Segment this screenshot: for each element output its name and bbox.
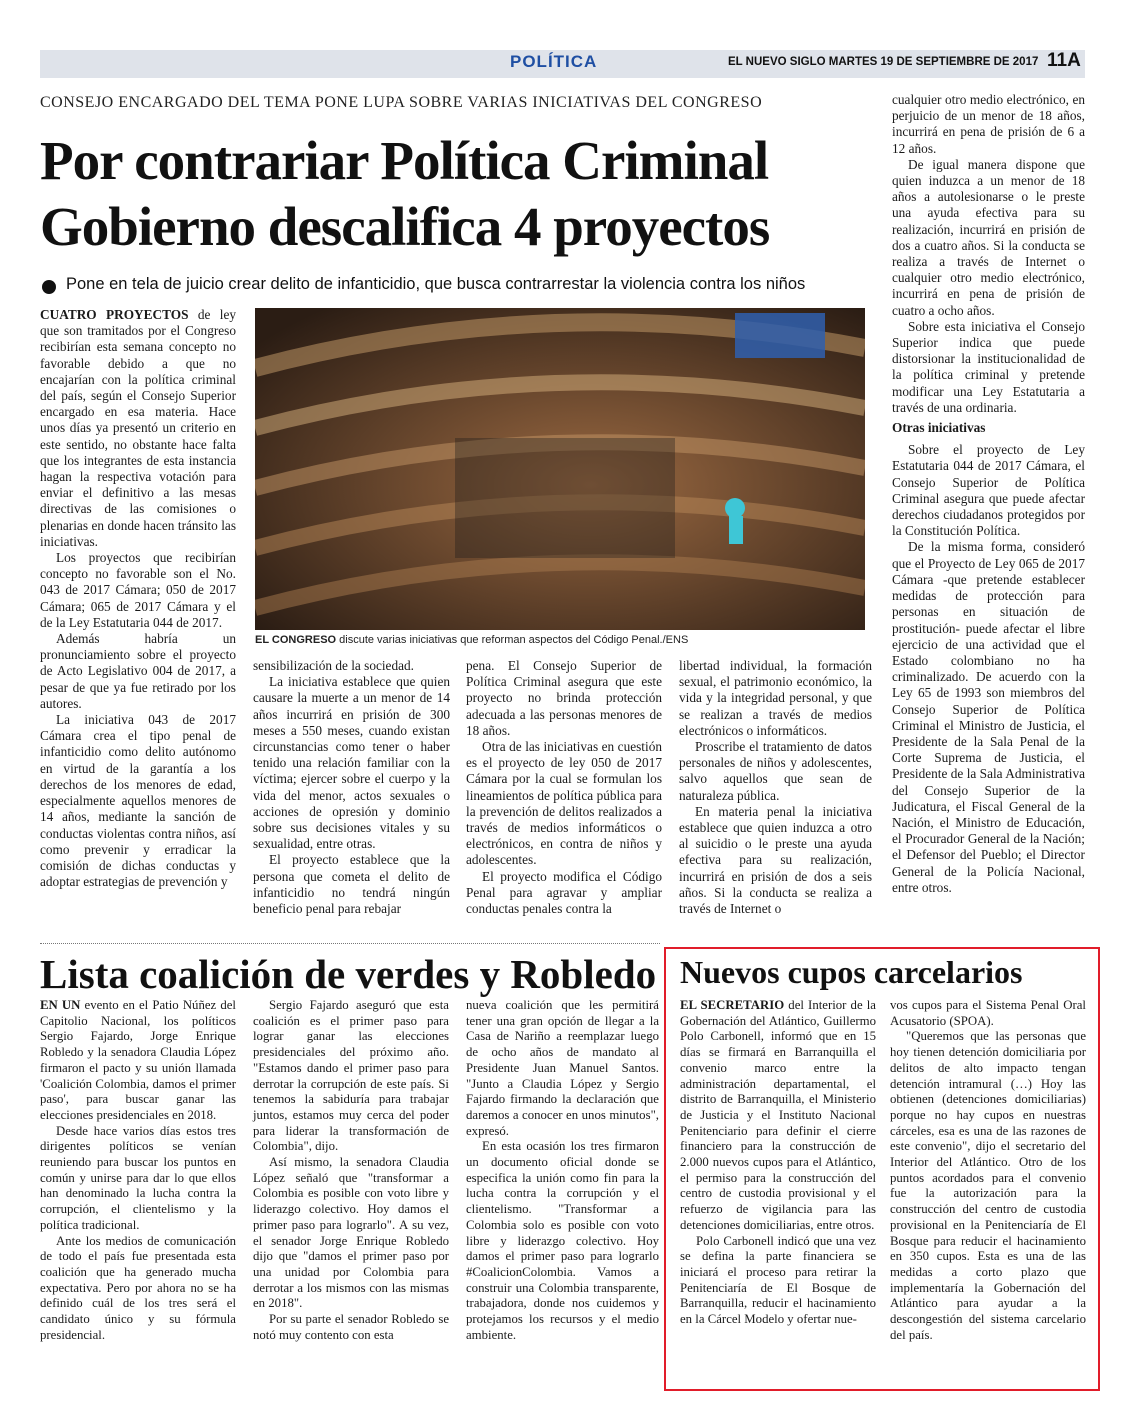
headline-line-1: Por contrariar Política Criminal [40,130,769,191]
paragraph: Sobre el proyecto de Ley Estatutaria 044 de 2017 Cámara, el Consejo Superior de Política Criminal asegura que puede afectar derechos ciudadanos protegidos por la Constitución Política. [892,442,1085,539]
paragraph: Ante los medios de comunicación de todo el país fue presentada esta coalición que ha generado mucha expectativa. Pero por ahora no se ha definido cuál de los tres será el candidato único y su fórmula presidencial. [40,1233,236,1342]
paragraph: libertad individual, la formación sexual, el patrimonio económico, la vida y la integridad personal, y que se realizan a través de medios electrónicos o informáticos. [679,658,872,738]
paragraph: Polo Carbonell indicó que una vez se defina la parte financiera se iniciará el proceso para retirar la Penitenciaría de El Bosque de Barranquilla, reducir el hacinamiento en la Cárcel Modelo y ofertar nue- [680,1233,876,1327]
lead-in: EL SECRETARIO [680,998,785,1012]
paragraph: El proyecto modifica el Código Penal para agravar y ampliar conductas penales contra la [466,868,662,917]
paragraph: Los proyectos que recibirían concepto no favorable son el No. 043 de 2017 Cámara; 050 de 2017 Cámara; 065 de 2017 Cámara y el de la Ley Estatutaria 044 de 2017. [40,550,236,630]
section-divider [40,943,660,944]
caption-lead: EL CONGRESO [255,634,337,646]
paragraph-text: evento en el Patio Núñez del Capitolio Nacional, los políticos Sergio Fajardo, Jorge Enrique Robledo y la senadora Claudia López firmaron el pacto y su unión llamada 'Coalición Colombia, damos el primer paso', para buscar ganar las elecciones presidenciales en 2018. [40,998,236,1122]
paragraph: Sobre esta iniciativa el Consejo Superior indica que puede distorsionar la institucionalidad de la política criminal y pretende modificar una Ley Estatutaria a través de una ordinaria. [892,318,1085,415]
caption-text: discute varias iniciativas que reforman aspectos del Código Penal./ENS [336,634,689,646]
paragraph: En esta ocasión los tres firmaron un documento oficial donde se especifica la unión como fin para la lucha contra la corrupción y el clientelismo. "Transformar a Colombia solo es posible con voto libre y liderazgo colectivo. Hoy damos el primer paso para lograrlo #CoalicionColombia. Vamos a construir una Colombia transparente, trabajadora, donde nos cuidemos y protejamos los recursos y el medio ambiente. [466,1139,659,1342]
section-subtitle: Otras iniciativas [892,420,986,436]
photo-caption [255,634,688,646]
main-column-5 [892,92,1085,896]
article-subhead: Pone en tela de juicio crear delito de infanticidio, que busca contrarrestar la violencia contra los niños [66,275,806,293]
paragraph: nueva coalición que les permitirá tener una gran opción de llegar a la Casa de Nariño a reemplazar luego de ocho años de mandato al Presidente Juan Manuel Santos. "Junto a Claudia López y Sergio Fajardo firmando la declaración que daremos a conocer en unos minutos", expresó. [466,998,659,1138]
paragraph [680,998,876,1234]
paragraph: pena. El Consejo Superior de Política Criminal asegura que este proyecto no brinda protección adecuada a las personas menores de 18 años. [466,658,662,738]
lead-in: EN UN [40,998,81,1012]
paragraph: Desde hace varios días estos tres dirigentes políticos se venían reuniendo para buscar los puntos en común y unirse para dar lo que ellos han denominado la lucha contra la corrupción, el clientelismo y la política tradicional. [40,1123,236,1232]
article-headline [40,128,885,260]
article3-headline: Nuevos cupos carcelarios [680,954,1023,990]
paragraph: Así mismo, la senadora Claudia López señaló que "transformar a Colombia es posible con voto libre y liderazgo colectivo. Hoy damos el primer paso para lograrlo". A su vez, el senador Jorge Enrique Robledo dijo que "damos el primer paso por una unidad por Colombia para derrotar a los mismos con las mismas en 2018". [253,1155,449,1311]
article2-headline: Lista coalición de verdes y Robledo [40,951,657,997]
paragraph-text: del Interior de la Gobernación del Atlántico, Guillermo Polo Carbonell, informó que en 15 días se firmará en Barranquilla el convenio marco entre la administración departamental, el distrito de Barranquilla, el Ministerio de Justicia y el Instituto Nacional Penitenciario para definir el cierre financiero para la construcción de 2.000 nuevos cupos para el Atlántico, el permiso para la construcción del centro de custodia provisional y el refuerzo de vigilancia para las detenciones domiciliarias, entre otros. [680,998,876,1232]
paragraph: La iniciativa establece que quien causare la muerte a un menor de 14 años incurrirá en prisión de 300 meses a 550 meses, cuando existan circunstancias como tener o haber tenido una relación familiar con la víctima; ejercer sobre el cuerpo y la vida del menor, actos sexuales o acciones de opresión y dominio sobre sus decisiones vitales y su sexualidad, entre otras. [253,674,450,852]
paragraph: De la misma forma, consideró que el Proyecto de Ley 065 de 2017 Cámara -que pretende establecer medidas de protección para personas en situación de prostitución- puede afectar el libre ejercicio de una actividad que el Estado colombiano no ha criminalizado. De acuerdo con la Ley 65 de 1993 son miembros del Consejo Superior de Política Criminal el Ministro de Justicia, el Presidente de la Sala Penal de la Corte Suprema de Justicia, el Presidente de la Sala Administrativa del Consejo Superior de la Judicatura, el Fiscal General de la Nación, el Ministro de Educación, el Procurador General de la Nación; el Defensor del Pueblo; el Director General de la Policía Nacional, entre otros. [892,539,1085,895]
article2-column-2 [253,998,449,1343]
main-column-1 [40,307,236,890]
section-title: POLÍTICA [510,52,598,71]
paragraph: sensibilización de la sociedad. [253,658,414,673]
paragraph: "Queremos que las personas que hoy tienen detención domiciliaria por delitos de alto impacto tengan detención intramural (…) Hoy las obtienen (detenciones domiciliarias) porque no hay cupos en nuestras cárceles, esa es una de las razones de este convenio", dijo el secretario del Interior del Atlántico. Otro de los puntos acordados para el convenio fue la autorización para la construcción del centro de custodia provisional en la Penitenciaría de El Bosque para reducir el hacinamiento en 350 cupos. Esta es una de las medidas a corto plazo que implementaría la Gobernación del Atlántico para ayudar a la descongestión del sistema carcelario del país. [890,1029,1086,1342]
congress-photo [255,308,865,630]
paragraph: Por su parte el senador Robledo se notó muy contento con esta [253,1312,449,1342]
paragraph: Sergio Fajardo aseguró que esta coalición es el primer paso para lograr ganar las elecciones presidenciales del próximo año. "Estamos dando el primer paso para derrotar la corrupción de este país. Si tenemos la sabiduría para trabajar juntos, estamos muy cerca del poder para liderar la transformación de Colombia", dijo. [253,998,449,1154]
lead-in: CUATRO PROYECTOS [40,307,189,322]
paragraph: Proscribe el tratamiento de datos personales de niños y adolescentes, salvo aquellos que sean de naturaleza pública. [679,739,872,803]
main-column-3 [466,658,662,917]
paragraph: El proyecto establece que la persona que cometa el delito de infanticidio no tendrá ningún beneficio penal para rebajar [253,852,450,917]
page-number: 11A [1047,50,1081,71]
article2-column-3 [466,998,659,1343]
paragraph [40,307,236,550]
article3-column-2 [890,998,1086,1343]
paragraph-text: de ley que son tramitados por el Congreso recibirían esta semana concepto no favorable debido a que no encajarían con la política criminal del país, según el Consejo Superior encargado en esa materia. Hace unos días ya presentó un criterio en este sentido, no obstante hace falta que los integrantes de esta instancia hagan la respectiva votación para enviar el definitivo a las mesas directivas de las comisiones o plenarias en donde hacen tránsito las iniciativas. [40,307,236,549]
article-kicker: CONSEJO ENCARGADO DEL TEMA PONE LUPA SOBRE VARIAS INICIATIVAS DEL CONGRESO [40,94,763,111]
main-column-2 [253,658,450,917]
paragraph: vos cupos para el Sistema Penal Oral Acusatorio (SPOA). [890,998,1086,1028]
bullet-icon [42,280,56,294]
article2-column-1 [40,998,236,1343]
photo-illustration [255,308,865,630]
paragraph [40,998,236,1124]
paragraph: Además habría un pronunciamiento sobre el proyecto de Acto Legislativo 004 de 2017, a pesar de que ya fue retirado por los autores. [40,631,236,711]
paragraph: La iniciativa 043 de 2017 Cámara crea el tipo penal de infanticidio como delito autónomo en virtud de la garantía a los derechos de los menores de edad, especialmente aquellos menores de 14 años, mediante la sanción de conductas violentas contra niños, así como prevenir y erradicar la comisión de dichas conductas y adoptar estrategias de prevención y [40,712,236,890]
main-column-4 [679,658,872,917]
dateline: EL NUEVO SIGLO MARTES 19 DE SEPTIEMBRE DE 2017 [728,56,1039,68]
paragraph: cualquier otro medio electrónico, en perjuicio de un menor de 18 años, incurrirá en pena de prisión de 6 a 12 años. [892,92,1085,156]
headline-line-2: Gobierno descalifica 4 proyectos [40,196,770,257]
article3-column-1 [680,998,876,1328]
paragraph: En materia penal la iniciativa establece que quien induzca a otro al suicidio o le preste una ayuda efectiva para su realización, incurrirá en prisión de dos a seis años. Si la conducta se realiza a través de Internet o [679,803,872,917]
paragraph: De igual manera dispone que quien induzca a un menor de 18 años a autolesionarse o le preste una ayuda efectiva para su realización, incurrirá en prisión de dos a cuatro años. Si la conducta se realiza a través de Internet o cualquier otro medio electrónico, incurrirá en pena de prisión de cuatro a ocho años. [892,156,1085,318]
paragraph: Otra de las iniciativas en cuestión es el proyecto de ley 050 de 2017 Cámara por la cual se formulan los lineamientos de política pública para la prevención de delitos realizados a través de medios informáticos o electrónicos, en contra de niños y adolescentes. [466,739,662,868]
